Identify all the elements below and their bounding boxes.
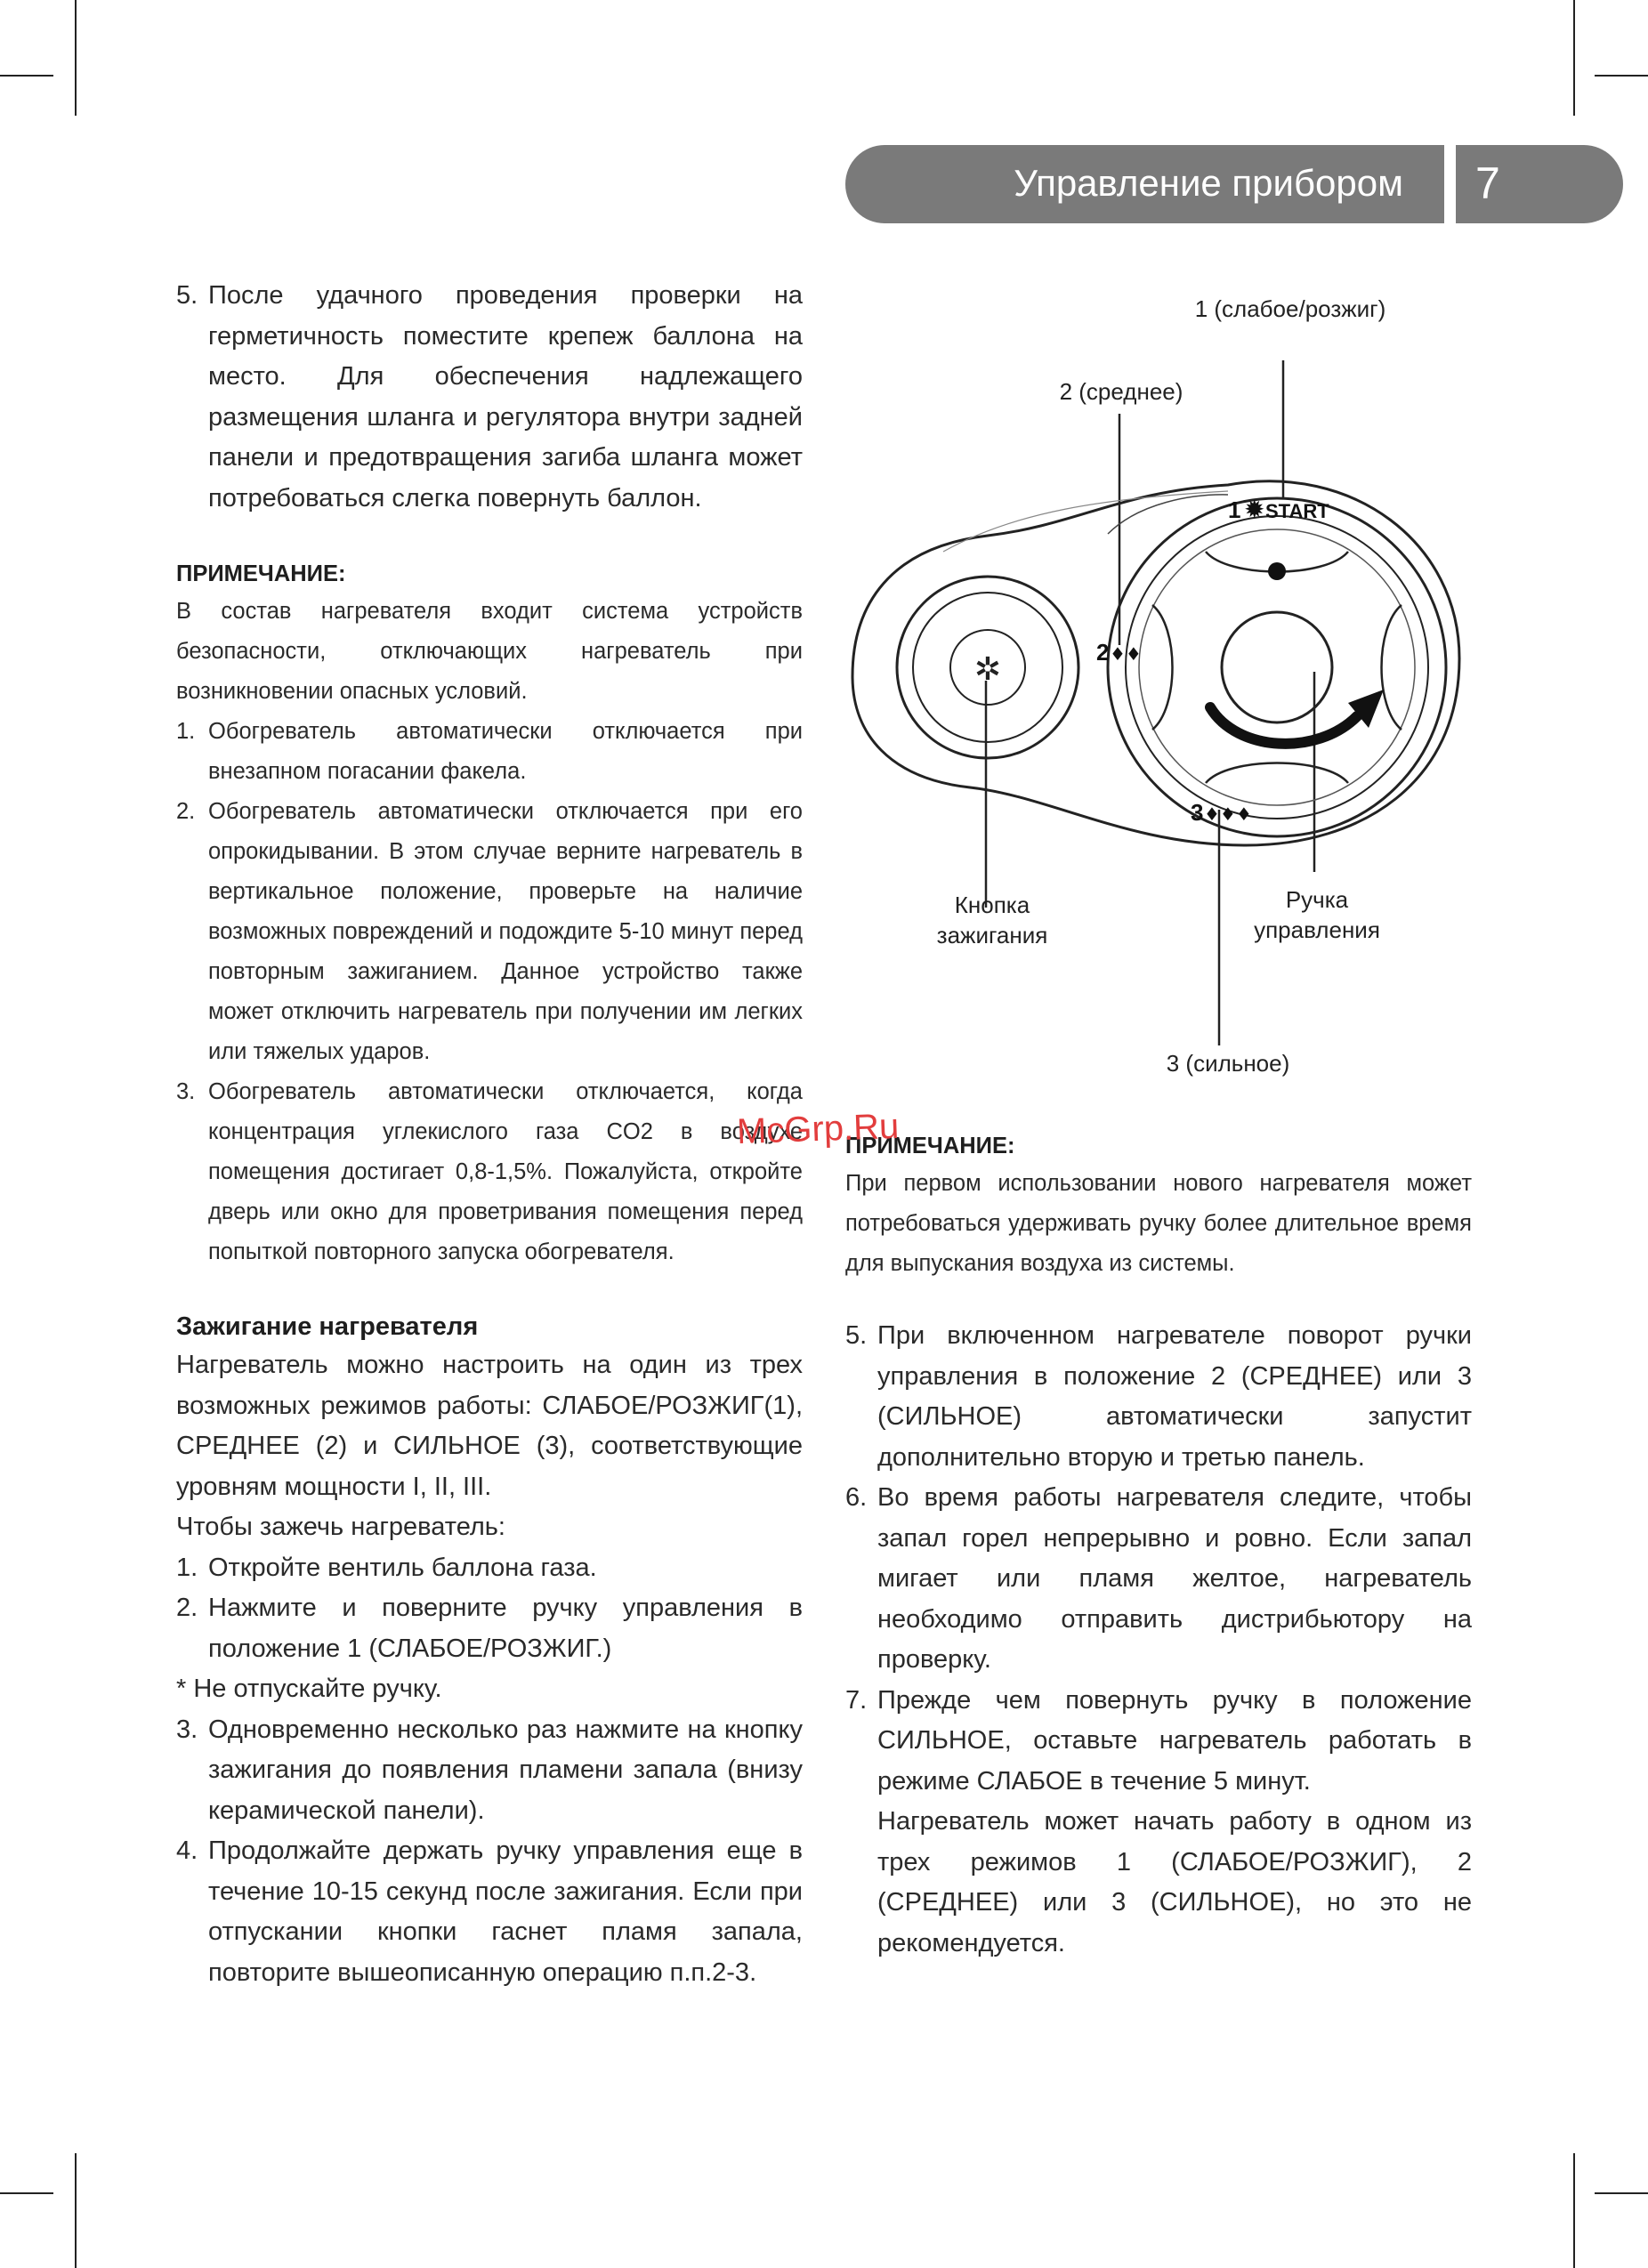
crop-mark xyxy=(1595,2192,1648,2194)
label-position-1: 1 (слабое/розжиг) xyxy=(1194,295,1386,322)
ignition-step xyxy=(176,1831,803,1993)
note-item-text: Обогреватель автоматически отключается при его опрокидывании. В этом случае верните нагреватель в вертикальное положение, проверьте на наличие возможных повреждений и подождите 5-10 минут перед повторным зажиганием. Данное устройство также может отключить нагреватель при получении им легких или тяжелых ударов. xyxy=(208,799,803,1064)
list-number: 7. xyxy=(845,1685,868,1715)
note-text: При первом использовании нового нагревателя может потребоваться удерживать ручку более длительное время для выпускания воздуха из системы. xyxy=(845,1171,1472,1276)
ignition-step xyxy=(176,1588,803,1669)
note-item-text: Обогреватель автоматически отключается, когда концентрация углекислого газа CO2 в воздухе помещения достигает 0,8-1,5%. Пожалуйста, откройте дверь или окно для проветривания помещения перед попыткой повторного запуска обогревателя. xyxy=(208,1079,803,1264)
ignition-intro: Нагреватель можно настроить на один из трех возможных режимов работы: СЛАБОЕ/РОЗЖИГ(1), СРЕДНЕЕ (2) и СИЛЬНОЕ (3), соответствующие уровням мощности I, II, III. xyxy=(176,1351,803,1501)
step-5-check xyxy=(176,276,803,519)
label-control-knob: Ручка управления xyxy=(1254,886,1380,943)
spark-icon: ✲ xyxy=(973,651,1002,688)
step-text: После удачного проведения проверки на герметичность поместите крепеж баллона на место. Для обеспечения надлежащего размещения шланга и регулятора внутри задней панели и предотвращения загиба шланга может потребоваться слегка повернуть баллон. xyxy=(208,281,803,513)
list-number: 5. xyxy=(845,1321,868,1350)
housing-ridge xyxy=(943,491,1228,552)
ignition-step xyxy=(176,1548,803,1589)
housing-outline xyxy=(852,481,1459,845)
knob-grip xyxy=(1206,763,1348,784)
list-number: 1. xyxy=(176,1553,198,1582)
note-item-text: Обогреватель автоматически отключается при внезапном погасании факела. xyxy=(208,719,803,784)
knob-bezel xyxy=(1108,498,1446,836)
list-number: 2. xyxy=(176,1594,198,1622)
crop-mark xyxy=(1573,2153,1575,2268)
knob-ring xyxy=(1126,516,1428,819)
page-number: 7 xyxy=(1475,158,1500,208)
step-text: Откройте вентиль баллона газа. xyxy=(208,1553,597,1582)
section-title: Управление прибором xyxy=(1014,162,1403,204)
page-number-box xyxy=(1456,145,1623,223)
crop-mark xyxy=(1573,0,1575,116)
asterisk-note: * Не отпускайте ручку. xyxy=(176,1675,442,1703)
knob-center xyxy=(1222,612,1332,722)
note-item xyxy=(176,712,803,792)
ignition-step xyxy=(176,1710,803,1832)
operation-step xyxy=(845,1478,1472,1681)
note-item xyxy=(176,1072,803,1272)
crop-mark xyxy=(75,2153,77,2268)
knob-grip xyxy=(1152,605,1173,730)
list-number: 5. xyxy=(176,281,198,310)
flame-icon: ♦♦♦ xyxy=(1204,803,1252,825)
flame-icon: ♦♦ xyxy=(1110,643,1142,665)
label-ignition-button: Кнопка зажигания xyxy=(936,892,1048,948)
crop-mark xyxy=(1595,75,1648,77)
list-number: 2. xyxy=(176,799,196,824)
list-number: 1. xyxy=(176,719,196,744)
section-heading: Зажигание нагревателя xyxy=(176,1312,479,1341)
list-number: 3. xyxy=(176,1715,198,1744)
step-text: Во время работы нагревателя следите, чтобы запал горел непрерывно и ровно. Если запал мигает или пламя желтое, нагреватель необходимо отправить дистрибьютору на проверку. xyxy=(877,1483,1472,1674)
knob-grip xyxy=(1382,605,1402,730)
list-number: 4. xyxy=(176,1836,198,1865)
watermark: McGrp.Ru xyxy=(736,1106,900,1152)
left-column xyxy=(176,276,803,1993)
step-text: Одновременно несколько раз нажмите на кнопку зажигания до появления пламени запала (внизу керамической панели). xyxy=(208,1715,803,1825)
note-heading: ПРИМЕЧАНИЕ: xyxy=(845,1134,1015,1158)
operation-step xyxy=(845,1316,1472,1478)
ignition-lead: Чтобы зажечь нагреватель: xyxy=(176,1513,505,1541)
label-position-3: 3 (сильное) xyxy=(1166,1050,1290,1077)
control-panel-diagram xyxy=(836,285,1531,1086)
note-item xyxy=(176,792,803,1072)
position-dot xyxy=(1268,562,1286,580)
step-text: Нажмите и поверните ручку управления в положение 1 (СЛАБОЕ/РОЗЖИГ.) xyxy=(208,1594,803,1663)
step-text: Продолжайте держать ручку управления еще в течение 10-15 секунд после зажигания. Если при отпускании кнопки гаснет пламя запала, повторите вышеописанную операцию п.п.2-3. xyxy=(208,1836,803,1987)
note-intro: В состав нагревателя входит система устройств безопасности, отключающих нагреватель при возникновении опасных условий. xyxy=(176,599,803,704)
crop-mark xyxy=(0,75,53,77)
label-position-2: 2 (среднее) xyxy=(1059,378,1183,405)
right-column xyxy=(845,1128,1472,1964)
operation-step xyxy=(845,1681,1472,1803)
list-number: 6. xyxy=(845,1483,868,1512)
flame-spark-icon: ✹ xyxy=(1244,495,1265,524)
operation-tail: Нагреватель может начать работу в одном из трех режимов 1 (СЛАБОЕ/РОЗЖИГ), 2 (СРЕДНЕЕ) или 3 (СИЛЬНОЕ), но это не рекомендуется. xyxy=(877,1807,1472,1957)
step-text: При включенном нагревателе поворот ручки управления в положение 2 (СРЕДНЕЕ) или 3 (СИЛЬНОЕ) автоматически запустит дополнительно вторую и третью панель. xyxy=(877,1321,1472,1472)
section-header xyxy=(845,145,1444,223)
rotation-arrow xyxy=(1210,707,1357,744)
note-heading: ПРИМЕЧАНИЕ: xyxy=(176,561,346,586)
crop-mark xyxy=(0,2192,53,2194)
mark-3: 3 xyxy=(1191,799,1204,826)
mark-2: 2 xyxy=(1096,639,1110,666)
mark-1: 1 xyxy=(1228,496,1241,523)
crop-mark xyxy=(75,0,77,116)
mark-start: START xyxy=(1265,500,1329,522)
list-number: 3. xyxy=(176,1079,196,1104)
step-text: Прежде чем повернуть ручку в положение СИЛЬНОЕ, оставьте нагреватель работать в режиме СЛАБОЕ в течение 5 минут. xyxy=(877,1685,1472,1796)
